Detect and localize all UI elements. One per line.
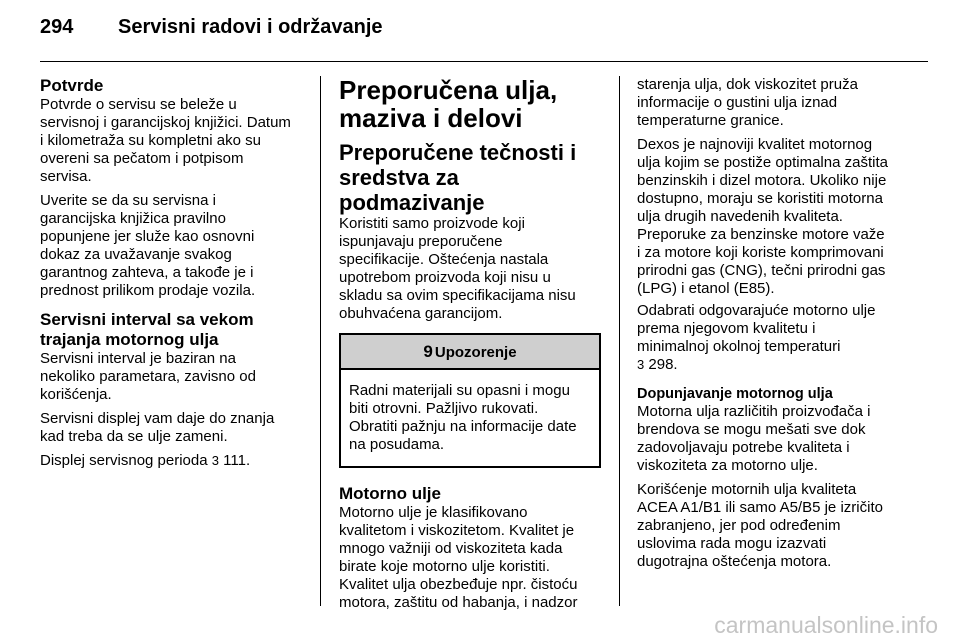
column-1 (40, 76, 302, 476)
select-paragraph-text: Odabrati odgovarajuće motorno ulje prema njegovom kvalitetu i minimalnoj okolnoj temperaturi (637, 302, 876, 355)
warning-icon: 9 (423, 342, 433, 361)
column-2 (339, 76, 603, 618)
page-reference-link[interactable]: 298. (644, 356, 678, 373)
page-number: 294 (40, 16, 74, 38)
topup-heading: Dopunjavanje motornog ulja (637, 386, 833, 402)
watermark: carmanualsonline.info (714, 612, 938, 638)
page-reference-icon: 3 (211, 453, 219, 468)
page-reference-icon: 3 (637, 357, 645, 372)
interval-paragraph-3 (40, 452, 302, 470)
topup-paragraph-1: Motorna ulja različitih proizvođača i brendova se mogu mešati sve dok zadovoljavaju potrebe kvaliteta i viskoziteta za motorno ulje. (637, 403, 871, 474)
potvrde-paragraph-2: Uverite se da su servisna i garancijska knjižica pravilno popunjene jer služe kao osnovni dokaz za uvažavanje svakog garantnog zahteva, a takođe je i prednost prilikom prodaje vozila. (40, 192, 256, 299)
interval-paragraph-1: Servisni interval je baziran na nekoliko parametara, zavisno od korišćenja. (40, 350, 256, 403)
warning-header (341, 335, 599, 370)
select-paragraph (637, 302, 929, 374)
potvrde-paragraph-1: Potvrde o servisu se beleže u servisnoj i garancijskoj knjižici. Datum i kilometraža su kompletni ako su overeni sa pečatom i potpisom servisa. (40, 96, 291, 185)
column-divider (619, 76, 620, 606)
interval-paragraph-2: Servisni displej vam daje do znanja kad treba da se ulje zameni. (40, 410, 275, 445)
column-divider (320, 76, 321, 606)
oil-heading: Motorno ulje (339, 484, 441, 503)
oil-paragraph: Motorno ulje je klasifikovano kvalitetom i viskozitetom. Kvalitet je mnogo važniji od viskoziteta kada birate koje motorno ulje koristiti. Kvalitet ulja obezbeđuje npr. čistoću motora, zaštitu od habanja, i nadzor (339, 504, 578, 611)
intro-paragraph: Koristiti samo proizvode koji ispunjavaju preporučene specifikacije. Oštećenja nastala upotrebom proizvoda koji nisu u skladu sa ovim specifikacijama nisu obuhvaćena garancijom. (339, 215, 576, 322)
sub-heading: Preporučene tečnosti i sredstva za podmazivanje (339, 140, 577, 215)
main-heading: Preporučena ulja, maziva i delovi (339, 75, 558, 133)
running-title: Servisni radovi i održavanje (118, 16, 383, 38)
warning-title: Upozorenje (434, 344, 517, 361)
interval-paragraph-3-text: Displej servisnog perioda (40, 452, 212, 469)
topup-paragraph-2: Korišćenje motornih ulja kvaliteta ACEA A1/B1 ili samo A5/B5 je izričito zabranjeno, jer pod određenim uslovima rada mogu izazvati dugotrajna oštećenja motora. (637, 481, 883, 570)
column-3 (637, 76, 929, 577)
header-rule (40, 61, 928, 62)
dexos-paragraph: Dexos je najnoviji kvalitet motornog ulja kojim se postiže optimalna zaštita benzinskih i dizel motora. Ukoliko nije dostupno, moraju se koristiti motorna ulja drugih navedenih kvaliteta. Preporuke za benzinske motore važe i za motore koji koriste komprimovani prirodni gas (CNG), tečni prirodni gas (LPG) i etanol (E85). (637, 136, 888, 297)
continued-paragraph: starenja ulja, dok viskozitet pruža informacije o gustini ulja iznad temperaturne granice. (637, 76, 858, 129)
warning-body: Radni materijali su opasni i mogu biti otrovni. Pažljivo rukovati. Obratiti pažnju na informacije date na posudama. (349, 382, 577, 453)
warning-box (339, 333, 601, 468)
interval-heading: Servisni interval sa vekom trajanja motornog ulja (40, 310, 254, 349)
page-reference-link[interactable]: 111. (219, 452, 251, 469)
potvrde-heading: Potvrde (40, 76, 104, 95)
